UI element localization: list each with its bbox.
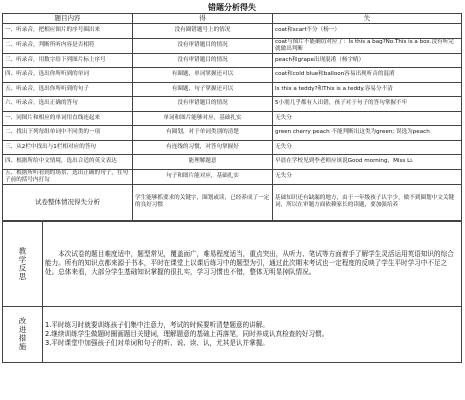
question-gain: 有圈题，单词掌握还可以 <box>133 68 273 83</box>
improvement-text-cell <box>43 306 462 362</box>
question-loss: 早晨在学校见到李老师应该说Good morning，Miss Li. <box>273 155 462 170</box>
question-content: 六、听录音，选出正确的答句 <box>3 97 133 112</box>
header-gain: 得 <box>133 14 273 24</box>
question-row <box>3 140 462 155</box>
question-gain: 能理解题意 <box>133 155 273 170</box>
question-gain: 有连线的习惯，对答句掌握好 <box>133 140 273 155</box>
question-rows <box>3 24 462 185</box>
summary-gain: 学生能够抓要求的关键字，圈划或读，已经养成了一定的良好习惯 <box>133 184 273 220</box>
header-row <box>3 14 462 24</box>
question-content: 五、听录音，选出你所听到的句子 <box>3 82 133 97</box>
question-row <box>3 155 462 170</box>
question-content: 五、根据所听看到的场景，选出正确的句子，在句子前的括号内打勾 <box>3 169 133 184</box>
question-loss: coat与图片不能确切对应了：Is this a bag?No.This is a box.没有听完就做出判断 <box>273 38 462 53</box>
improvement-label: 改进措施 <box>18 317 27 351</box>
question-gain: 单词和图片能够对应，基础扎实 <box>133 111 273 126</box>
reflection-text-cell <box>43 221 462 306</box>
improvement-item: 3.平时课堂中加强孩子们对单词和句子的听、说、读、认，尤其是认并掌握。 <box>45 338 269 347</box>
reflection-label-cell <box>3 221 43 306</box>
question-content: 一、听录音，把相应图片的序号圈出来 <box>3 24 133 39</box>
question-row <box>3 126 462 141</box>
question-loss: coat和scarf不分（杨一） <box>273 24 462 39</box>
header-content: 题目内容 <box>3 14 133 24</box>
analysis-sheet <box>2 2 461 363</box>
question-content: 三、从2栏中找出与1栏相对应的答句 <box>3 140 133 155</box>
reflection-row <box>3 221 462 306</box>
summary-label: 试卷整体情况得失分析 <box>3 184 133 220</box>
question-content: 二、找出下列每组单词中不同类的一项 <box>3 126 133 141</box>
question-content: 四、听录音，选出你所听到的单词 <box>3 68 133 83</box>
question-row <box>3 169 462 184</box>
question-loss: coat和cold blue和balloon容易出现听音的混淆 <box>273 68 462 83</box>
question-row <box>3 111 462 126</box>
improvement-row <box>3 306 462 362</box>
question-gain: 没有审错题目的情况 <box>133 97 273 112</box>
question-loss: green cherry peach 不能判断出这类为green; 误选为peach <box>273 126 462 141</box>
question-loss: 无失分 <box>273 169 462 184</box>
analysis-table <box>2 2 462 221</box>
reflection-label: 教学反思 <box>18 246 27 281</box>
question-gain: 没有圈错题号上的情况 <box>133 24 273 39</box>
question-gain: 没有审错题目的情况 <box>133 38 273 53</box>
question-row <box>3 97 462 112</box>
question-row <box>3 68 462 83</box>
question-content: 四、根据所给中文情境，选出合适的英文表达 <box>3 155 133 170</box>
question-loss: 无失分 <box>273 140 462 155</box>
question-gain: 有圈划，对于单词类别的清楚 <box>133 126 273 141</box>
question-loss: 5小朋几乎都有人出错，孩子对于句子的答句掌握不牢 <box>273 97 462 112</box>
question-loss: peach和grape出现混淆（杨宇晴） <box>273 53 462 68</box>
question-content: 二、听录音，判断所听内容是否相符 <box>3 38 133 53</box>
question-content: 一、同图片和相应的单词用直线连起来 <box>3 111 133 126</box>
summary-row <box>3 184 462 220</box>
question-gain: 没有审错题目的情况 <box>133 53 273 68</box>
question-loss: Is this a teddy?和This is a teddy.容易分不清 <box>273 82 462 97</box>
header-loss: 失 <box>273 14 462 24</box>
question-row <box>3 53 462 68</box>
question-row <box>3 24 462 39</box>
reflection-table <box>2 221 462 363</box>
summary-loss: 基础知识还有缺漏的地方，由于一年级孩子认字少，做不到圈划中文关键词，所以在审题方面依赖家长的读题，要加强培养 <box>273 184 462 220</box>
question-row <box>3 38 462 53</box>
improvement-label-cell <box>3 306 43 362</box>
improvement-item: 1.平时练习时就要训练孩子们集中注意力，考试的时候要听清楚题意的讲解。 <box>45 320 269 329</box>
improvement-item: 2.继续训练学生做题时圈画题目关键词，理解题意的基础上再落笔，同时养成认真检查的好习惯。 <box>45 329 329 338</box>
question-content: 三、听录音，用数字给下列图片标上序号 <box>3 53 133 68</box>
reflection-text: 本次试卷的题目难度适中，题型常见，覆盖面广，难易程度适当，重点突出，从听力、笔试等方面着手了解学生灵活运用英语知识的综合能力。所有的知识点都来源于书本，平时在课堂上以课后练习中的题型为引，通过此次期末考试也一定程度的反映了学生平时学习中不足之处。总体来看，大部分学生基础知识掌握的很扎实，学习习惯也不错，整体无明显掉队情况。 <box>45 250 454 276</box>
question-row <box>3 82 462 97</box>
sheet-title: 错题分析得失 <box>3 2 462 14</box>
question-loss: 无失分 <box>273 111 462 126</box>
question-gain: 有圈题，句子掌握还可以 <box>133 82 273 97</box>
question-gain: 句子和图片能对应，基础扎实 <box>133 169 273 184</box>
